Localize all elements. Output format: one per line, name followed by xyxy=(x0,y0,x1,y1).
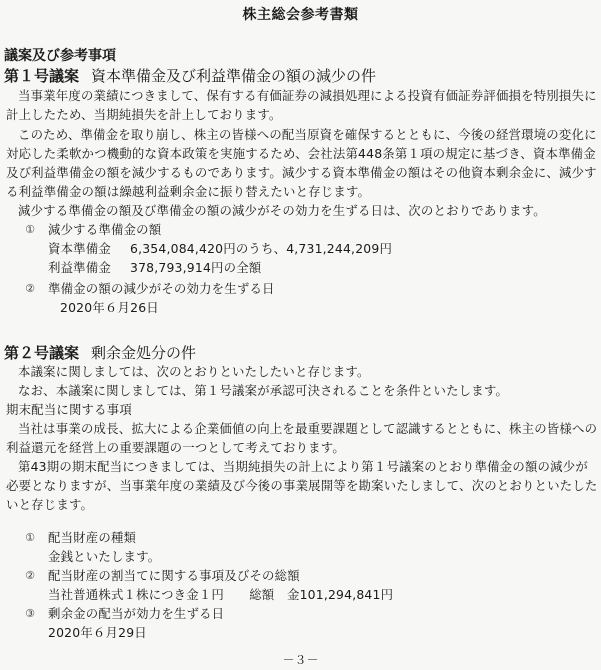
agenda-1-item-2-date: 2020年６月26日 xyxy=(60,300,159,315)
agenda-1-title: 資本準備金及び利益準備金の額の減少の件 xyxy=(91,67,377,85)
section-heading: 議案及び参考事項 xyxy=(4,48,116,64)
agenda-2-item-2-mark: ② xyxy=(25,569,35,582)
agenda-2-item-1-mark: ① xyxy=(25,531,35,544)
agenda-2-heading xyxy=(4,342,196,363)
agenda-1-paragraph-3: 減少する準備金の額及び準備金の額の減少がその効力を生ずる日は、次のとおりであります。 xyxy=(18,203,546,218)
earned-reserve-label: 利益準備金 xyxy=(48,260,111,275)
dividend-sub-heading: 期末配当に関する事項 xyxy=(6,402,132,417)
agenda-2-paragraph-2: なお、本議案に関しましては、第１号議案が承認可決されることを条件といたします。 xyxy=(18,383,509,398)
agenda-2-item-2-value: 当社普通株式１株につき金１円 総額 金101,294,841円 xyxy=(48,587,394,602)
document-title: 株主総会参考書類 xyxy=(242,7,359,23)
agenda-2-item-1-value: 金銭といたします。 xyxy=(48,549,161,564)
agenda-1-item-1-mark: ① xyxy=(25,223,35,236)
agenda-2-paragraph-1: 本議案に関しましては、次のとおりといたしたいと存じます。 xyxy=(18,364,370,379)
agenda-2-item-2-title: 配当財産の割当てに関する事項及びその総額 xyxy=(48,568,300,583)
agenda-1-item-2-mark: ② xyxy=(25,282,35,295)
earned-reserve-value: 378,793,914円の全額 xyxy=(130,260,262,275)
agenda-2-paragraph-3: 当社は事業の成長、拡大による企業価値の向上を最重要課題として認識するとともに、株主の皆様への利益還元を経営上の重要課題の一つとして考えております。 xyxy=(6,421,598,455)
agenda-2-item-3-title: 剰余金の配当が効力を生ずる日 xyxy=(48,606,225,621)
capital-reserve-value: 6,354,084,420円のうち、4,731,244,209円 xyxy=(130,241,393,256)
agenda-2-paragraph-4: 第43期の期末配当につきましては、当期純損失の計上により第１号議案のとおり準備金の額の減少が必要となりますが、当事業年度の業績及び今後の事業展開等を勘案いたしまして、次のとおりといたしたいと存じます。 xyxy=(6,459,598,512)
agenda-1-item-1-title: 減少する準備金の額 xyxy=(48,222,162,237)
agenda-2-item-3-mark: ③ xyxy=(25,607,35,620)
agenda-1-item-2-title: 準備金の額の減少がその効力を生ずる日 xyxy=(48,281,275,296)
agenda-1-paragraph-2: このため、準備金を取り崩し、株主の皆様への配当原資を確保するとともに、今後の経営環境の変化に対応した柔軟かつ機動的な資本政策を実施するため、会社法第448条第１項の規定に基づき、資本準備金及び利益準備金の額を減少するものであります。減少する資本準備金の額はその他資本剰余金に、減少する利益準備金の額は繰越利益剰余金に振り替えたいと存じます。 xyxy=(6,127,597,199)
page-number: －３－ xyxy=(282,653,319,667)
agenda-2-item-1-title: 配当財産の種類 xyxy=(48,530,137,545)
agenda-2-title: 剰余金処分の件 xyxy=(91,344,197,362)
agenda-1-heading xyxy=(4,65,376,86)
agenda-2-number: 第２号議案 xyxy=(4,344,80,362)
agenda-1-paragraph-1: 当事業年度の業績につきまして、保有する有価証券の減損処理による投資有価証券評価損を特別損失に計上したため、当期純損失を計上しております。 xyxy=(6,88,597,122)
capital-reserve-label: 資本準備金 xyxy=(48,241,111,256)
agenda-1-number: 第１号議案 xyxy=(4,67,80,85)
agenda-2-item-3-date: 2020年６月29日 xyxy=(48,625,147,640)
